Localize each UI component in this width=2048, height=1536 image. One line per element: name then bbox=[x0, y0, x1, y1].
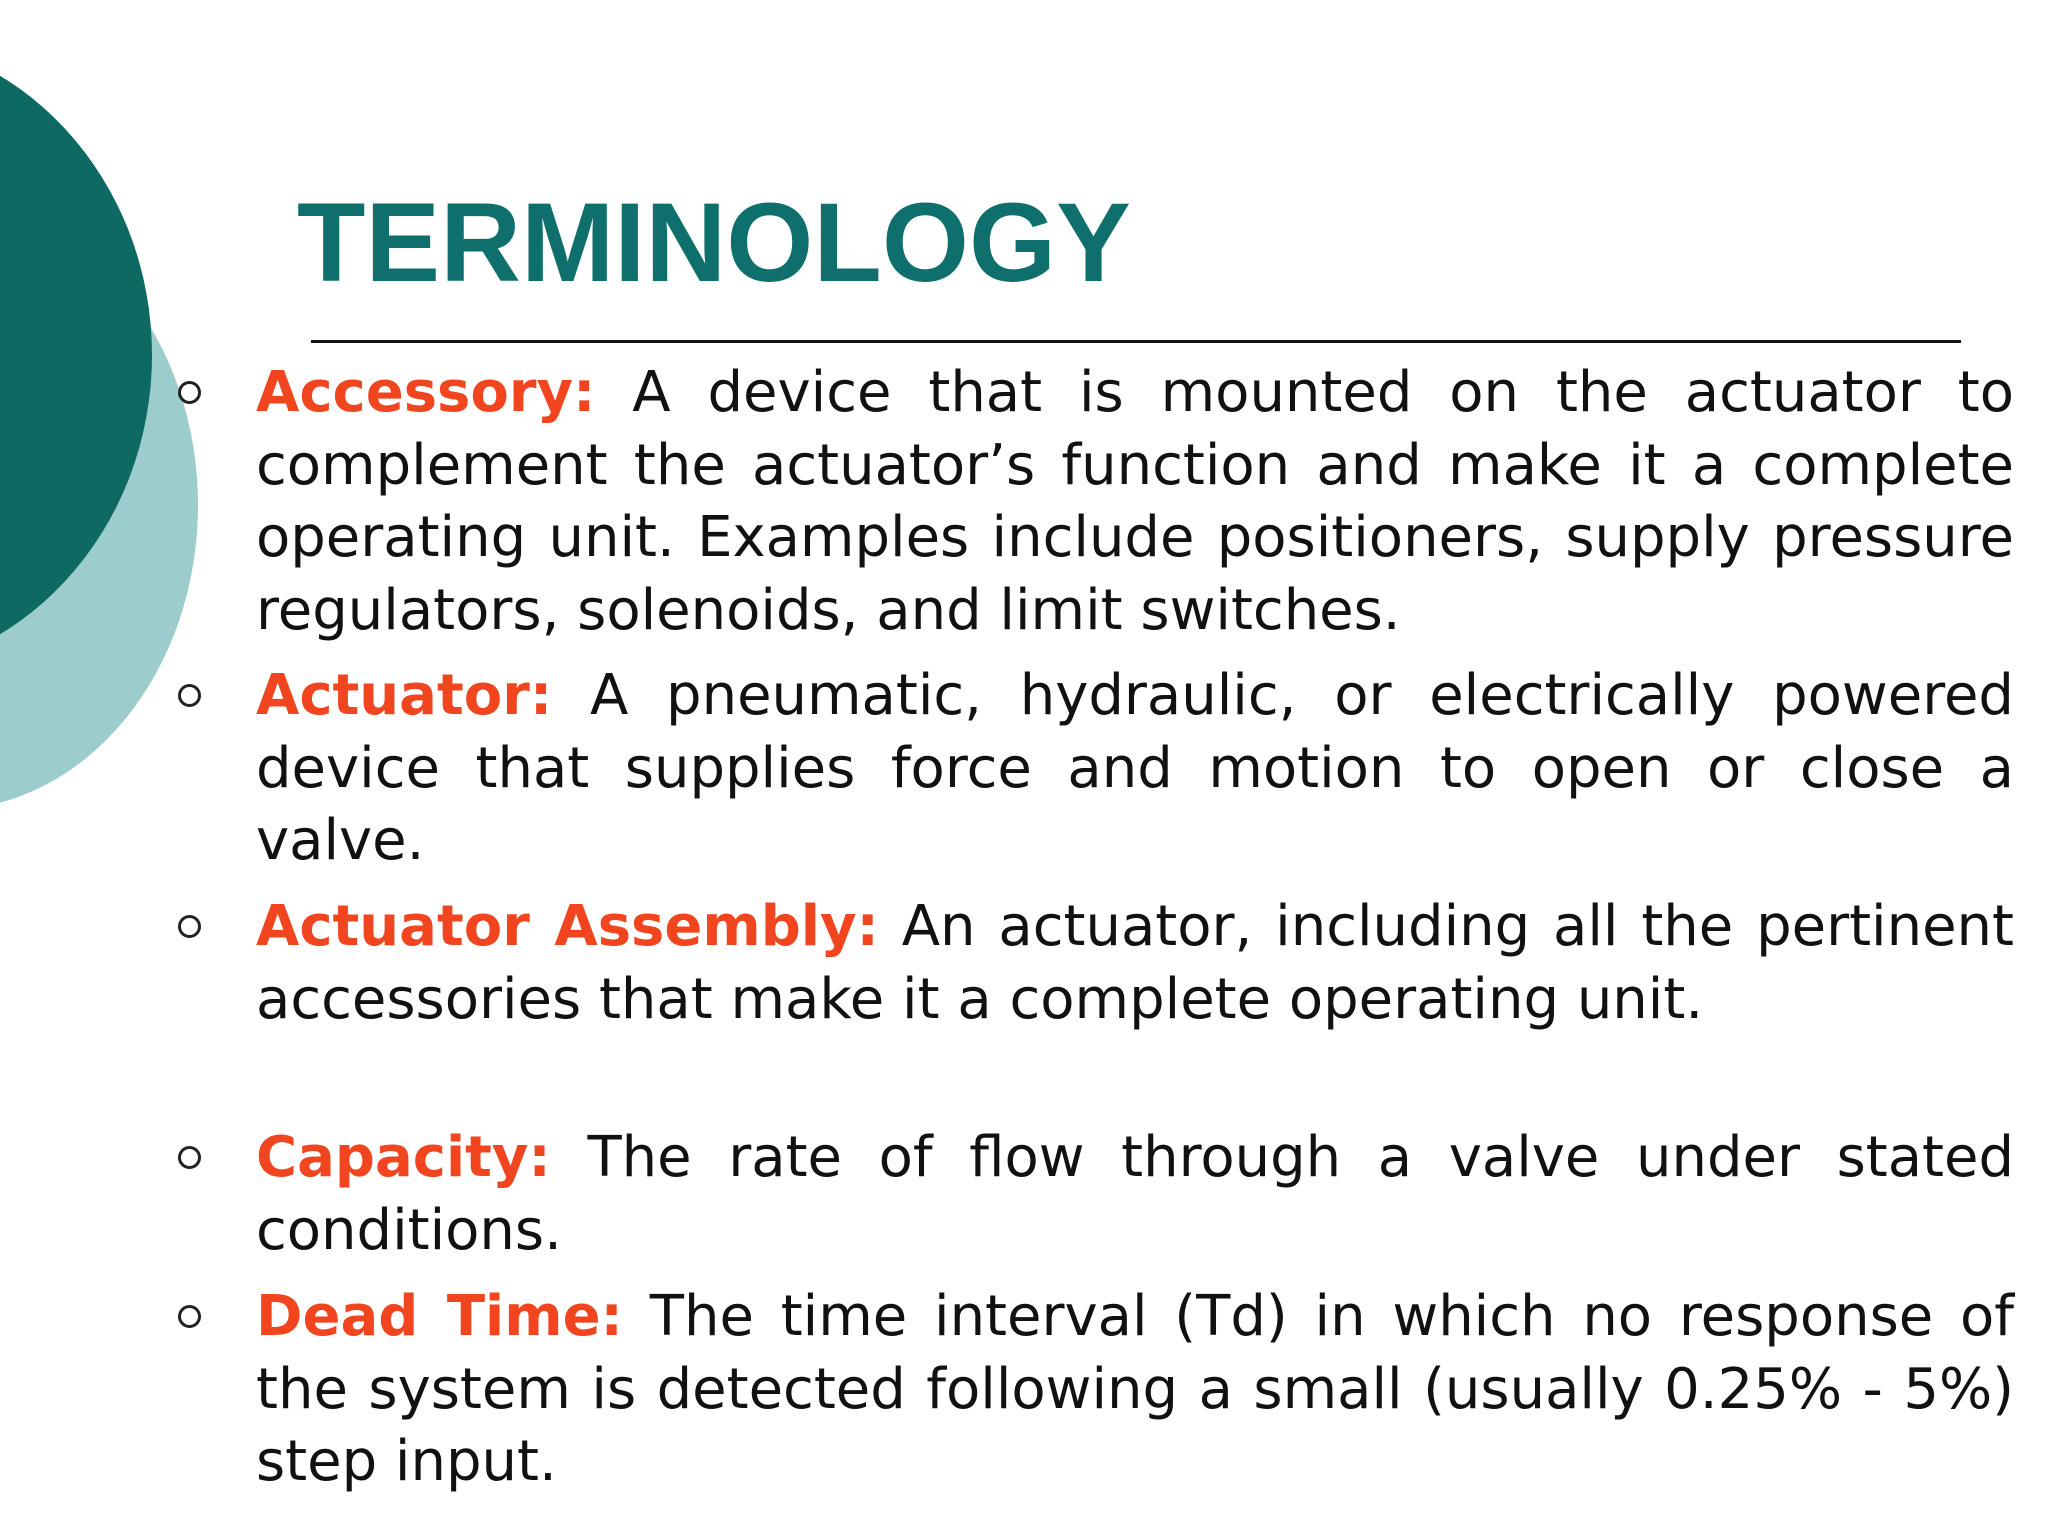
slide-title: TERMINOLOGY bbox=[297, 180, 1131, 305]
hollow-circle-bullet-icon bbox=[178, 915, 201, 938]
term-name: Accessory: bbox=[256, 360, 596, 425]
hollow-circle-bullet-icon bbox=[178, 684, 201, 707]
term-definition: The rate of flow through a valve under stated conditions. bbox=[256, 1125, 2014, 1263]
term-name: Actuator: bbox=[256, 663, 553, 728]
term-definition: A pneumatic, hydraulic, or electrically powered device that supplies force and motion to open or close a valve. bbox=[256, 663, 2014, 873]
term-actuator-assembly bbox=[256, 891, 2014, 1036]
term-actuator bbox=[256, 660, 2014, 878]
term-definition: An actuator, including all the pertinent accessories that make it a complete operating unit. bbox=[256, 894, 2014, 1032]
term-name: Capacity: bbox=[256, 1125, 551, 1190]
term-name: Dead Time: bbox=[256, 1284, 623, 1349]
term-dead-time bbox=[256, 1281, 2014, 1499]
term-definition: A device that is mounted on the actuator to complement the actuator’s function and make it a complete operating unit. Examples include positioners, supply pressure regulators, solenoids, and limit switches. bbox=[256, 360, 2014, 643]
hollow-circle-bullet-icon bbox=[178, 1305, 201, 1328]
term-capacity bbox=[256, 1122, 2014, 1267]
hollow-circle-bullet-icon bbox=[178, 1146, 201, 1169]
term-name: Actuator Assembly: bbox=[256, 894, 879, 959]
term-definition: The time interval (Td) in which no response of the system is detected following a small (usually 0.25% - 5%) step input. bbox=[256, 1284, 2014, 1494]
term-accessory bbox=[256, 357, 2014, 647]
hollow-circle-bullet-icon bbox=[178, 381, 201, 404]
